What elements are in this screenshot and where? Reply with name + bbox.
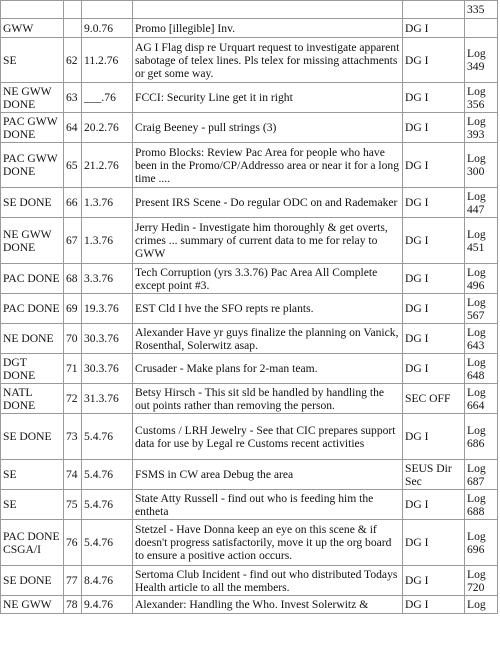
who-cell: SE DONE [1, 188, 64, 218]
number-cell: 68 [64, 264, 82, 294]
description-cell: AG I Flag disp re Urquart request to investigate apparent sabotage of telex lines. Pls telex for missing attachments or get some way. [133, 38, 403, 83]
table-row [1, 460, 498, 490]
description-cell: Sertoma Club Incident - find out who distributed Todays Health article to all the members. [133, 566, 403, 596]
number-cell: 76 [64, 520, 82, 566]
description-cell: Craig Beeney - pull strings (3) [133, 113, 403, 143]
who-cell: PAC GWW DONE [1, 113, 64, 143]
description-cell: State Atty Russell - find out who is feeding him the entheta [133, 490, 403, 520]
who-cell: NE GWW [1, 596, 64, 614]
issuer-cell: DG I [403, 188, 465, 218]
who-cell: SE DONE [1, 566, 64, 596]
description-cell: Stetzel - Have Donna keep an eye on this scene & if doesn't progress satisfactorily, move it up the org board to ensure a positive action occurs. [133, 520, 403, 566]
issuer-cell: SEUS Dir Sec [403, 460, 465, 490]
description-cell: FSMS in CW area Debug the area [133, 460, 403, 490]
number-cell: 75 [64, 490, 82, 520]
issuer-cell: DG I [403, 354, 465, 384]
date-cell [82, 1, 133, 19]
number-cell [64, 19, 82, 38]
log-cell: Log 349 [465, 38, 498, 83]
table-row [1, 596, 498, 614]
table-row [1, 218, 498, 264]
issuer-cell: DG I [403, 218, 465, 264]
table-row [1, 490, 498, 520]
log-cell: Log 643 [465, 324, 498, 354]
date-cell: 31.3.76 [82, 384, 133, 414]
who-cell: PAC GWW DONE [1, 143, 64, 188]
date-cell: 19.3.76 [82, 294, 133, 324]
description-cell: Betsy Hirsch - This sit sld be handled by handling the out points rather than removing the person. [133, 384, 403, 414]
who-cell: SE DONE [1, 414, 64, 460]
issuer-cell: DG I [403, 566, 465, 596]
log-cell: Log 451 [465, 218, 498, 264]
table-row [1, 566, 498, 596]
who-cell: GWW [1, 19, 64, 38]
who-cell: NATL DONE [1, 384, 64, 414]
number-cell [64, 1, 82, 19]
log-cell: Log 300 [465, 143, 498, 188]
issuer-cell [403, 1, 465, 19]
number-cell: 77 [64, 566, 82, 596]
issuer-cell: DG I [403, 143, 465, 188]
who-cell: NE GWW DONE [1, 83, 64, 113]
table-row [1, 83, 498, 113]
table-row [1, 354, 498, 384]
date-cell: 30.3.76 [82, 324, 133, 354]
date-cell: 1.3.76 [82, 218, 133, 264]
who-cell: SE [1, 490, 64, 520]
log-cell [465, 19, 498, 38]
issuer-cell: DG I [403, 113, 465, 143]
table-row [1, 143, 498, 188]
table-row [1, 264, 498, 294]
date-cell: 1.3.76 [82, 188, 133, 218]
log-cell: Log 687 [465, 460, 498, 490]
number-cell: 74 [64, 460, 82, 490]
date-cell: 5.4.76 [82, 490, 133, 520]
log-cell: Log 688 [465, 490, 498, 520]
number-cell: 66 [64, 188, 82, 218]
description-cell: Alexander: Handling the Who. Invest Solerwitz & [133, 596, 403, 614]
log-cell: Log 720 [465, 566, 498, 596]
description-cell: Jerry Hedin - Investigate him thoroughly & get overts, crimes ... summary of current data to me for relay to GWW [133, 218, 403, 264]
description-cell: Customs / LRH Jewelry - See that CIC prepares support data for use by Legal re Customs recent activities [133, 414, 403, 460]
table-row [1, 520, 498, 566]
number-cell: 69 [64, 294, 82, 324]
number-cell: 70 [64, 324, 82, 354]
who-cell: PAC DONE [1, 264, 64, 294]
issuer-cell: DG I [403, 520, 465, 566]
table-row [1, 38, 498, 83]
log-cell: Log 664 [465, 384, 498, 414]
date-cell: 3.3.76 [82, 264, 133, 294]
date-cell: 5.4.76 [82, 520, 133, 566]
log-cell: 335 [465, 1, 498, 19]
log-cell: Log 393 [465, 113, 498, 143]
description-cell: Promo Blocks: Review Pac Area for people who have been in the Promo/CP/Addresso area or near it for a long time .... [133, 143, 403, 188]
date-cell: 5.4.76 [82, 414, 133, 460]
date-cell: 9.0.76 [82, 19, 133, 38]
date-cell: ___.76 [82, 83, 133, 113]
number-cell: 71 [64, 354, 82, 384]
issuer-cell: DG I [403, 294, 465, 324]
log-cell: Log 696 [465, 520, 498, 566]
issuer-cell: SEC OFF [403, 384, 465, 414]
number-cell: 72 [64, 384, 82, 414]
date-cell: 5.4.76 [82, 460, 133, 490]
document-table-body [1, 1, 498, 614]
log-cell: Log 567 [465, 294, 498, 324]
log-cell: Log [465, 596, 498, 614]
who-cell: DGT DONE [1, 354, 64, 384]
log-cell: Log 356 [465, 83, 498, 113]
issuer-cell: DG I [403, 83, 465, 113]
table-row [1, 384, 498, 414]
issuer-cell: DG I [403, 38, 465, 83]
who-cell: SE [1, 460, 64, 490]
table-row [1, 294, 498, 324]
description-cell: EST Cld I hve the SFO repts re plants. [133, 294, 403, 324]
issuer-cell: DG I [403, 414, 465, 460]
who-cell: PAC DONE [1, 294, 64, 324]
description-cell: Alexander Have yr guys finalize the planning on Vanick, Rosenthal, Solerwitz asap. [133, 324, 403, 354]
date-cell: 20.2.76 [82, 113, 133, 143]
date-cell: 9.4.76 [82, 596, 133, 614]
description-cell: Crusader - Make plans for 2-man team. [133, 354, 403, 384]
issuer-cell: DG I [403, 490, 465, 520]
table-row [1, 324, 498, 354]
table-row [1, 19, 498, 38]
number-cell: 73 [64, 414, 82, 460]
number-cell: 67 [64, 218, 82, 264]
number-cell: 78 [64, 596, 82, 614]
date-cell: 21.2.76 [82, 143, 133, 188]
issuer-cell: DG I [403, 264, 465, 294]
description-cell: Promo [illegible] Inv. [133, 19, 403, 38]
description-cell: Tech Corruption (yrs 3.3.76) Pac Area All Complete except point #3. [133, 264, 403, 294]
date-cell: 11.2.76 [82, 38, 133, 83]
log-cell: Log 648 [465, 354, 498, 384]
number-cell: 65 [64, 143, 82, 188]
issuer-cell: DG I [403, 19, 465, 38]
who-cell [1, 1, 64, 19]
table-row [1, 113, 498, 143]
who-cell: NE GWW DONE [1, 218, 64, 264]
log-cell: Log 447 [465, 188, 498, 218]
who-cell: SE [1, 38, 64, 83]
log-cell: Log 496 [465, 264, 498, 294]
number-cell: 63 [64, 83, 82, 113]
description-cell [133, 1, 403, 19]
who-cell: PAC DONE CSGA/I [1, 520, 64, 566]
number-cell: 64 [64, 113, 82, 143]
description-cell: FCCI: Security Line get it in right [133, 83, 403, 113]
date-cell: 8.4.76 [82, 566, 133, 596]
date-cell: 30.3.76 [82, 354, 133, 384]
table-row [1, 1, 498, 19]
who-cell: NE DONE [1, 324, 64, 354]
issuer-cell: DG I [403, 324, 465, 354]
number-cell: 62 [64, 38, 82, 83]
description-cell: Present IRS Scene - Do regular ODC on and Rademaker [133, 188, 403, 218]
table-row [1, 188, 498, 218]
log-cell: Log 686 [465, 414, 498, 460]
table-row [1, 414, 498, 460]
issuer-cell: DG I [403, 596, 465, 614]
